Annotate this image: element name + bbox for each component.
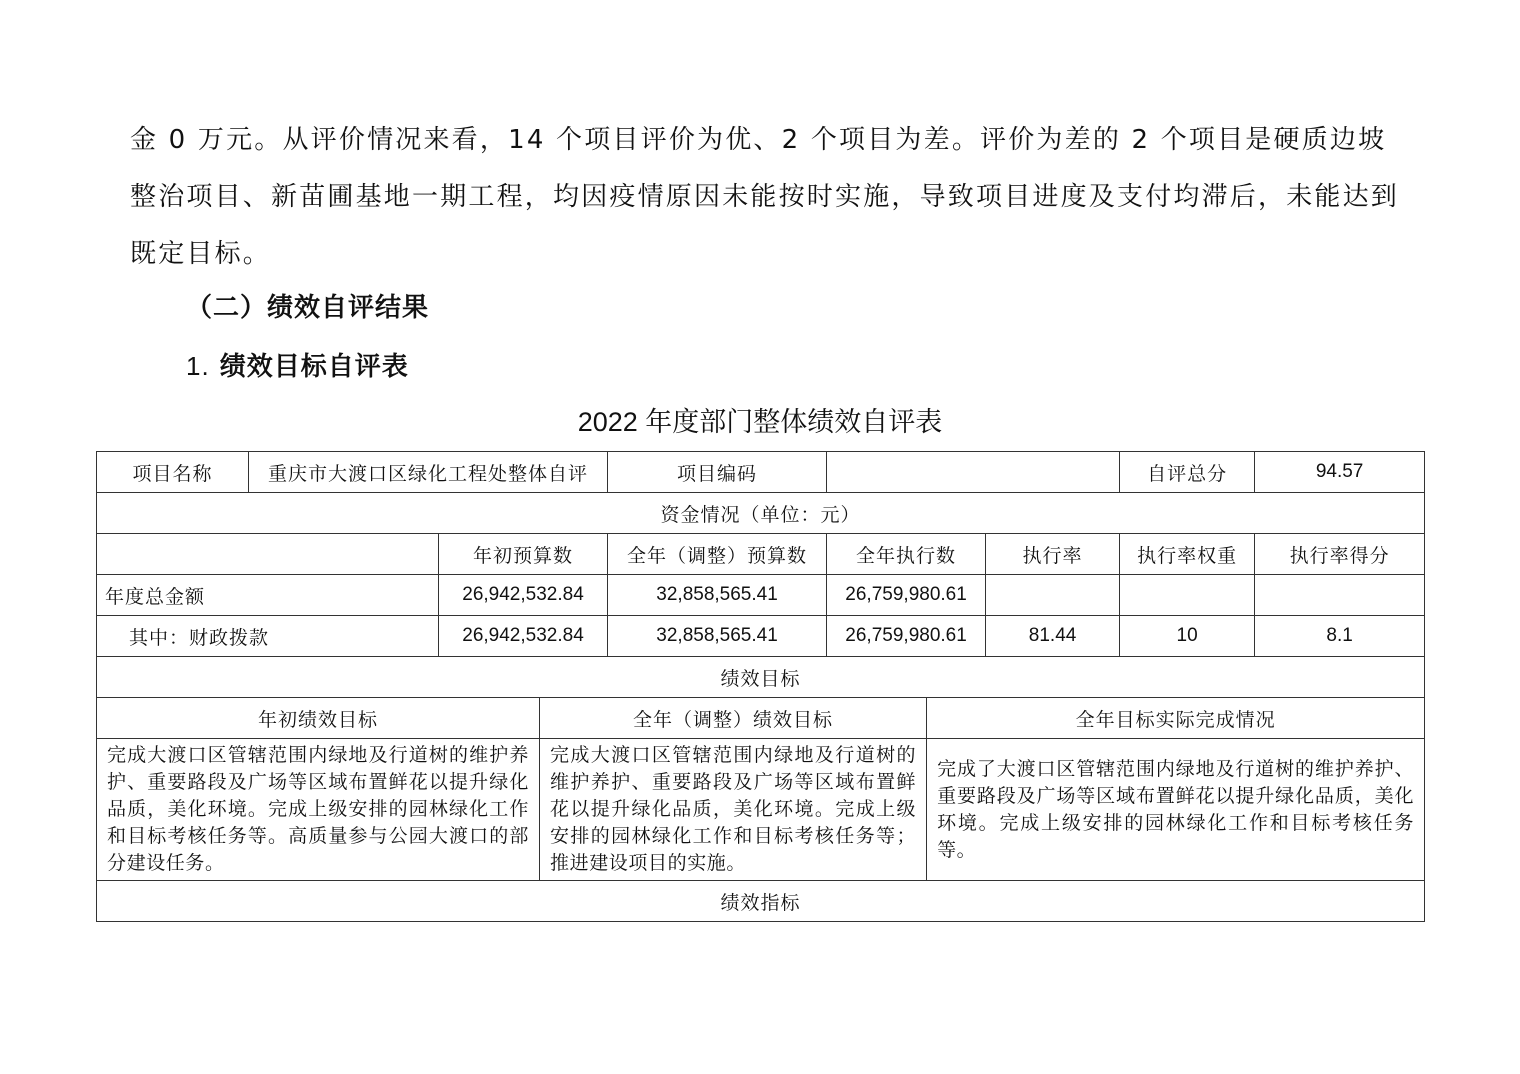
funds-row-label: 其中：财政拨款 [97, 616, 439, 657]
funds-col-rate-score: 执行率得分 [1255, 534, 1425, 575]
funds-cell: 8.1 [1255, 616, 1425, 657]
funds-cell: 26,942,532.84 [439, 616, 608, 657]
subsection-number: 1. [186, 351, 210, 381]
goals-col-actual: 全年目标实际完成情况 [927, 698, 1425, 739]
funds-col-adjusted-budget: 全年（调整）预算数 [608, 534, 827, 575]
table-row [97, 657, 1425, 698]
subsection-heading [186, 344, 409, 389]
funds-cell: 26,759,980.61 [827, 616, 986, 657]
funds-row-label: 年度总金额 [97, 575, 439, 616]
funds-cell [1255, 575, 1425, 616]
project-name-label: 项目名称 [97, 452, 249, 493]
project-code-value [827, 452, 1120, 493]
table-title: 2022 年度部门整体绩效自评表 [577, 407, 943, 437]
funds-cell: 32,858,565.41 [608, 616, 827, 657]
subsection-title: 绩效目标自评表 [219, 352, 409, 382]
table-row [97, 575, 1425, 616]
goals-initial-text: 完成大渡口区管辖范围内绿地及行道树的维护养护、重要路段及广场等区域布置鲜花以提升绿化品质，美化环境。完成上级安排的园林绿化工作和目标考核任务等。高质量参与公园大渡口的部分建设任务。 [97, 739, 540, 881]
table-row [97, 739, 1425, 881]
score-label: 自评总分 [1120, 452, 1255, 493]
project-code-label: 项目编码 [608, 452, 827, 493]
funds-cell: 26,942,532.84 [439, 575, 608, 616]
score-value: 94.57 [1255, 452, 1425, 493]
funds-col-rate-weight: 执行率权重 [1120, 534, 1255, 575]
funds-col-blank [97, 534, 439, 575]
table-row [97, 452, 1425, 493]
funds-cell: 26,759,980.61 [827, 575, 986, 616]
table-row [97, 493, 1425, 534]
self-evaluation-table [96, 451, 1425, 922]
goals-actual-text: 完成了大渡口区管辖范围内绿地及行道树的维护养护、重要路段及广场等区域布置鲜花以提升绿化品质，美化环境。完成上级安排的园林绿化工作和目标考核任务等。 [927, 739, 1425, 881]
funds-col-exec-rate: 执行率 [986, 534, 1120, 575]
goals-adjusted-text: 完成大渡口区管辖范围内绿地及行道树的维护养护、重要路段及广场等区域布置鲜花以提升绿化品质，美化环境。完成上级安排的园林绿化工作和目标考核任务等；推进建设项目的实施。 [540, 739, 927, 881]
table-row [97, 881, 1425, 922]
goals-col-adjusted: 全年（调整）绩效目标 [540, 698, 927, 739]
funds-cell: 10 [1120, 616, 1255, 657]
funds-cell: 32,858,565.41 [608, 575, 827, 616]
funds-cell [1120, 575, 1255, 616]
goals-header: 绩效目标 [97, 657, 1425, 698]
funds-cell: 81.44 [986, 616, 1120, 657]
indicators-header: 绩效指标 [97, 881, 1425, 922]
funds-col-executed: 全年执行数 [827, 534, 986, 575]
goals-col-initial: 年初绩效目标 [97, 698, 540, 739]
funds-header: 资金情况（单位：元） [97, 493, 1425, 534]
funds-cell [986, 575, 1120, 616]
table-row [97, 698, 1425, 739]
table-row [97, 534, 1425, 575]
section-heading: （二）绩效自评结果 [186, 293, 430, 323]
table-row [97, 616, 1425, 657]
project-name-value: 重庆市大渡口区绿化工程处整体自评 [249, 452, 608, 493]
funds-col-initial-budget: 年初预算数 [439, 534, 608, 575]
body-paragraph: 金 0 万元。从评价情况来看，14 个项目评价为优、2 个项目为差。评价为差的 2 个项目是硬质边坡整治项目、新苗圃基地一期工程，均因疫情原因未能按时实施，导致项目进度及支付均滞后，未能达到既定目标。 [130, 125, 1400, 269]
